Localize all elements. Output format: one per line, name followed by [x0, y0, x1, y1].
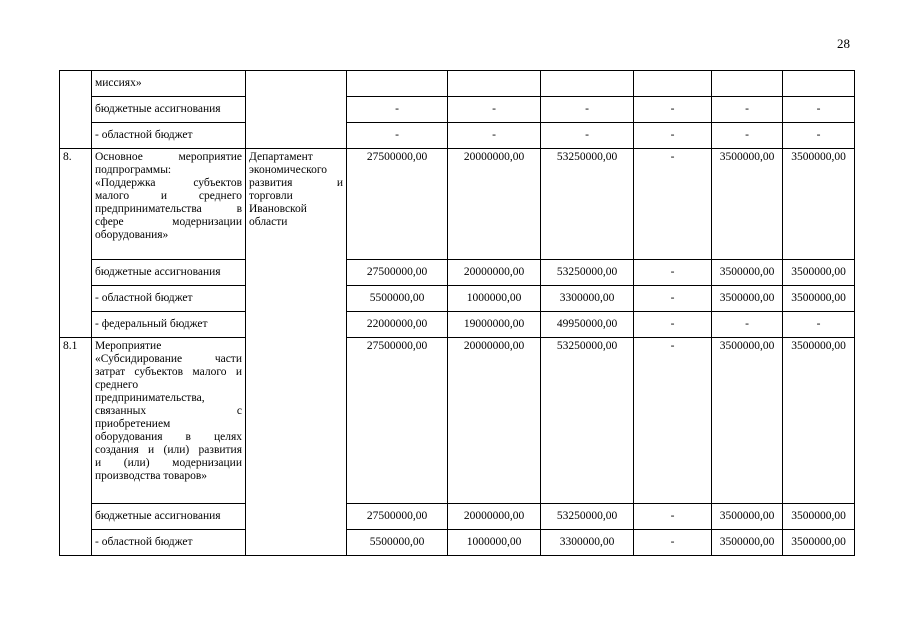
amount-cell: 3500000,00 [783, 286, 855, 312]
amount-cell: 1000000,00 [448, 286, 541, 312]
description-line: Основное мероприятие [95, 151, 242, 163]
description-line: и (или) модернизации [95, 457, 242, 469]
description-cell [92, 149, 246, 260]
amount-cell: - [448, 97, 541, 123]
description-line: производства товаров» [95, 470, 208, 482]
amount-cell: - [634, 123, 712, 149]
amount-cell: 3500000,00 [783, 149, 855, 260]
amount-cell [541, 71, 634, 97]
amount-cell: 20000000,00 [448, 504, 541, 530]
amount-cell: 3500000,00 [712, 338, 783, 504]
description-line: оборудования» [95, 229, 169, 241]
description-line: подпрограммы: [95, 164, 172, 176]
table-row [60, 504, 855, 530]
description-line: предпринимательства в [95, 203, 242, 215]
amount-cell: 53250000,00 [541, 260, 634, 286]
description-cell [92, 312, 246, 338]
description-line: - областной бюджет [95, 536, 193, 548]
amount-cell: 5500000,00 [347, 530, 448, 556]
amount-cell: 53250000,00 [541, 149, 634, 260]
department-line: области [249, 216, 288, 228]
amount-cell [347, 71, 448, 97]
department-line: Ивановской [249, 203, 307, 215]
description-line: - областной бюджет [95, 292, 193, 304]
description-line: Мероприятие [95, 340, 162, 352]
amount-cell: - [347, 97, 448, 123]
amount-cell: 53250000,00 [541, 504, 634, 530]
amount-cell: 3300000,00 [541, 530, 634, 556]
department-cell [246, 149, 347, 556]
amount-cell: 1000000,00 [448, 530, 541, 556]
description-line: связанных с [95, 405, 242, 417]
amount-cell: 3500000,00 [712, 260, 783, 286]
amount-cell [783, 71, 855, 97]
table-row [60, 338, 855, 504]
table-row [60, 123, 855, 149]
description-line: предпринимательства, [95, 392, 205, 404]
amount-cell: 49950000,00 [541, 312, 634, 338]
amount-cell [634, 71, 712, 97]
row-index-cell [60, 71, 92, 149]
amount-cell: - [712, 312, 783, 338]
amount-cell: - [712, 123, 783, 149]
description-cell [92, 530, 246, 556]
table-row [60, 530, 855, 556]
amount-cell: - [347, 123, 448, 149]
description-line: - федеральный бюджет [95, 318, 208, 330]
department-line: развития и [249, 177, 343, 189]
amount-cell: 3500000,00 [712, 530, 783, 556]
amount-cell: 19000000,00 [448, 312, 541, 338]
description-line: бюджетные ассигнования [95, 266, 221, 278]
amount-cell: - [634, 530, 712, 556]
description-line: миссиях» [95, 77, 142, 89]
amount-cell: - [783, 312, 855, 338]
description-cell [92, 338, 246, 504]
department-line: торговли [249, 190, 293, 202]
amount-cell: 3500000,00 [783, 338, 855, 504]
amount-cell [712, 71, 783, 97]
amount-cell: 27500000,00 [347, 338, 448, 504]
amount-cell: - [634, 97, 712, 123]
amount-cell: 3500000,00 [783, 530, 855, 556]
row-index-cell: 8.1 [60, 338, 92, 556]
amount-cell: - [634, 338, 712, 504]
amount-cell: - [634, 286, 712, 312]
description-cell [92, 123, 246, 149]
amount-cell: 27500000,00 [347, 504, 448, 530]
table-row [60, 149, 855, 260]
description-line: приобретением [95, 418, 171, 430]
amount-cell: 27500000,00 [347, 260, 448, 286]
amount-cell: - [634, 260, 712, 286]
amount-cell: - [448, 123, 541, 149]
amount-cell: - [634, 312, 712, 338]
description-line: оборудования в целях [95, 431, 242, 443]
description-line: бюджетные ассигнования [95, 103, 221, 115]
amount-cell: - [634, 149, 712, 260]
amount-cell: - [712, 97, 783, 123]
description-cell [92, 286, 246, 312]
amount-cell: 20000000,00 [448, 260, 541, 286]
amount-cell: 27500000,00 [347, 149, 448, 260]
description-cell [92, 97, 246, 123]
description-line: бюджетные ассигнования [95, 510, 221, 522]
table-row [60, 286, 855, 312]
amount-cell: - [541, 123, 634, 149]
amount-cell: - [634, 504, 712, 530]
amount-cell: 5500000,00 [347, 286, 448, 312]
amount-cell: - [783, 97, 855, 123]
amount-cell: - [783, 123, 855, 149]
amount-cell: 20000000,00 [448, 149, 541, 260]
department-cell [246, 71, 347, 149]
department-line: Департамент [249, 151, 313, 163]
amount-cell: 3500000,00 [712, 149, 783, 260]
table-row [60, 260, 855, 286]
department-line: экономического [249, 164, 328, 176]
amount-cell: 3500000,00 [783, 260, 855, 286]
description-line: малого и среднего [95, 190, 242, 202]
description-line: затрат субъектов малого и [95, 366, 242, 378]
description-line: «Субсидирование части [95, 353, 242, 365]
amount-cell: 3500000,00 [783, 504, 855, 530]
table-row [60, 97, 855, 123]
description-line: «Поддержка субъектов [95, 177, 242, 189]
amount-cell: 3500000,00 [712, 504, 783, 530]
page-number: 28 [837, 36, 850, 51]
description-line: среднего [95, 379, 139, 391]
budget-table-body [60, 71, 855, 556]
amount-cell: 53250000,00 [541, 338, 634, 504]
description-cell [92, 71, 246, 97]
table-row [60, 71, 855, 97]
amount-cell: 20000000,00 [448, 338, 541, 504]
description-line: сфере модернизации [95, 216, 242, 228]
table-row [60, 312, 855, 338]
description-cell [92, 504, 246, 530]
amount-cell: 3300000,00 [541, 286, 634, 312]
row-index-cell: 8. [60, 149, 92, 338]
description-line: - областной бюджет [95, 129, 193, 141]
amount-cell: - [541, 97, 634, 123]
budget-table [59, 70, 855, 556]
amount-cell: 3500000,00 [712, 286, 783, 312]
amount-cell [448, 71, 541, 97]
description-cell [92, 260, 246, 286]
description-line: создания и (или) развития [95, 444, 242, 456]
amount-cell: 22000000,00 [347, 312, 448, 338]
